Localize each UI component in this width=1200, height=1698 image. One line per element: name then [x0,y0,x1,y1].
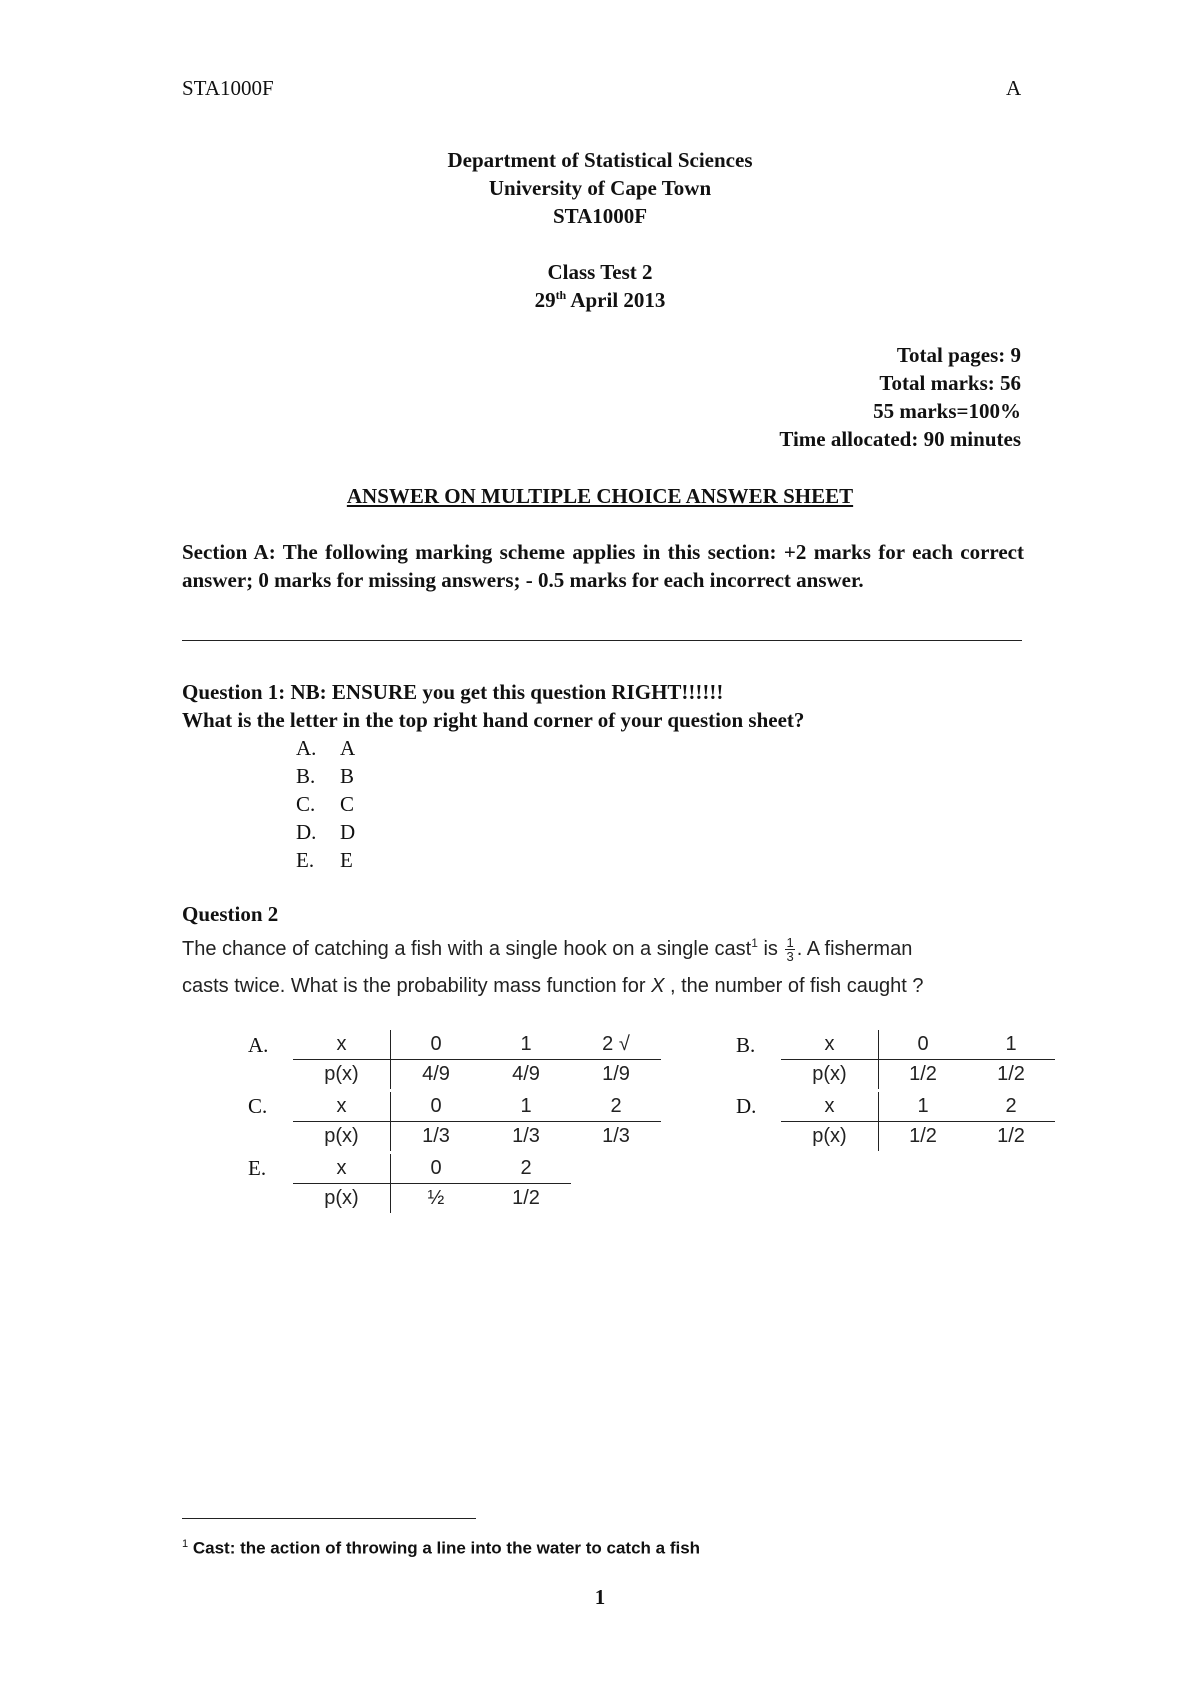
p-value: 4/9 [422,1063,450,1085]
q2-text-a: The chance of catching a fish with a single hook on a single cast [182,937,752,960]
option-text: E [340,848,353,872]
header-version-letter: A [1006,76,1022,100]
date-suffix: th [555,288,567,302]
p-value: 1/2 [997,1125,1025,1147]
date-day: 29 [534,288,556,312]
x-header: x [293,1154,391,1184]
header-course-code: STA1000F [182,76,274,100]
p-value: 1/3 [602,1125,630,1147]
total-marks: Total marks: 56 [879,371,1021,395]
q1-option-d [296,820,355,845]
fraction-numerator: 1 [786,935,794,950]
p-value: 1/2 [909,1063,937,1085]
footnote-number: 1 [182,1538,189,1550]
question-2-title: Question 2 [182,902,279,926]
p-header: p(x) [293,1184,391,1214]
x-row [781,1030,1055,1060]
question-1-prompt: What is the letter in the top right hand corner of your question sheet? [182,708,805,732]
date-rest: April 2013 [566,288,666,312]
p-value: 1/9 [602,1063,630,1085]
option-a-label: A. [248,1033,269,1057]
q1-option-a [296,736,355,761]
p-header: p(x) [781,1060,879,1090]
x-value: 0 [391,1092,482,1122]
option-e-label: E. [248,1156,267,1180]
p-header: p(x) [781,1122,879,1152]
x-header: x [293,1092,391,1122]
x-value: 1 [967,1030,1055,1060]
total-pages: Total pages: 9 [896,343,1021,367]
p-row [781,1122,1055,1152]
test-name: Class Test 2 [547,260,653,284]
pmf-table-a [293,1030,661,1089]
university-title: University of Cape Town [488,176,712,200]
x-value: 0 [391,1154,482,1184]
q1-option-e [296,848,353,873]
option-b-label: B. [736,1033,756,1057]
x-row [293,1092,661,1122]
department-title: Department of Statistical Sciences [447,148,753,172]
p-row [781,1060,1055,1090]
section-divider [182,640,1022,641]
x-header: x [293,1030,391,1060]
option-text: B [340,764,355,788]
section-a-marking-scheme: Section A: The following marking scheme applies in this section: +2 marks for each correct answer; 0 marks for missing answers; - 0.5 marks for each incorrect answer. [182,540,1024,592]
pmf-table-b [781,1030,1055,1089]
p-value: 1/2 [909,1125,937,1147]
page-number: 1 [594,1585,606,1609]
option-letter: E. [296,848,315,872]
x-value: 2 [967,1092,1055,1122]
x-value: 1 [481,1092,571,1122]
option-c-label: C. [248,1094,268,1118]
footnote-reference: 1 [751,936,758,951]
option-letter: A. [296,736,317,760]
option-letter: C. [296,792,316,816]
p-header: p(x) [293,1122,391,1152]
random-variable-x: X [651,975,665,997]
p-value: 1/3 [512,1125,540,1147]
option-letter: B. [296,764,316,788]
pmf-table-e [293,1154,571,1213]
q2-line2-a: casts twice. What is the probability mass function for [182,975,652,997]
x-row [293,1030,661,1060]
x-value: 2 [571,1092,661,1122]
p-header: p(x) [293,1060,391,1090]
q1-option-c [296,792,354,817]
option-text: D [340,820,356,844]
p-value: 1/2 [997,1063,1025,1085]
pmf-table-c [293,1092,661,1151]
course-title: STA1000F [552,204,648,228]
option-text: A [340,736,356,760]
x-row [781,1092,1055,1122]
p-value: 4/9 [512,1063,540,1085]
time-allocated: Time allocated: 90 minutes [779,427,1021,451]
option-d-label: D. [736,1094,757,1118]
q1-option-b [296,764,354,789]
footnote-separator [182,1518,476,1519]
p-row [293,1060,661,1090]
question-2-text-line-2 [182,975,923,998]
x-header: x [781,1030,879,1060]
p-value: 1/2 [512,1187,540,1209]
percent-marks: 55 marks=100% [873,399,1021,423]
x-value: 0 [879,1030,968,1060]
q2-text-c: . A fisherman [796,937,913,960]
x-header: x [781,1092,879,1122]
question-1-title: Question 1: NB: ENSURE you get this question RIGHT!!!!!! [182,680,724,704]
x-value: 1 [879,1092,968,1122]
q2-text-b: is [757,937,784,960]
one-third-fraction [785,936,794,963]
option-letter: D. [296,820,317,844]
p-value: 1/3 [422,1125,450,1147]
x-row [293,1154,571,1184]
p-value: ½ [427,1187,445,1209]
p-row [293,1184,571,1214]
pmf-table-d [781,1092,1055,1151]
q2-line2-b: , the number of fish caught ? [664,975,924,997]
p-row [293,1122,661,1152]
x-value: 2 [481,1154,571,1184]
footnote [182,1538,700,1559]
fraction-denominator: 3 [786,949,794,964]
x-value: 0 [391,1030,482,1060]
x-value-correct-mark: 2 √ [571,1030,661,1060]
footnote-text: Cast: the action of throwing a line into the water to catch a fish [188,1538,701,1558]
test-date [0,288,1200,313]
option-text: C [340,792,355,816]
x-value: 1 [481,1030,571,1060]
question-2-text-line-1 [182,936,912,963]
answer-instruction: ANSWER ON MULTIPLE CHOICE ANSWER SHEET [346,484,854,508]
